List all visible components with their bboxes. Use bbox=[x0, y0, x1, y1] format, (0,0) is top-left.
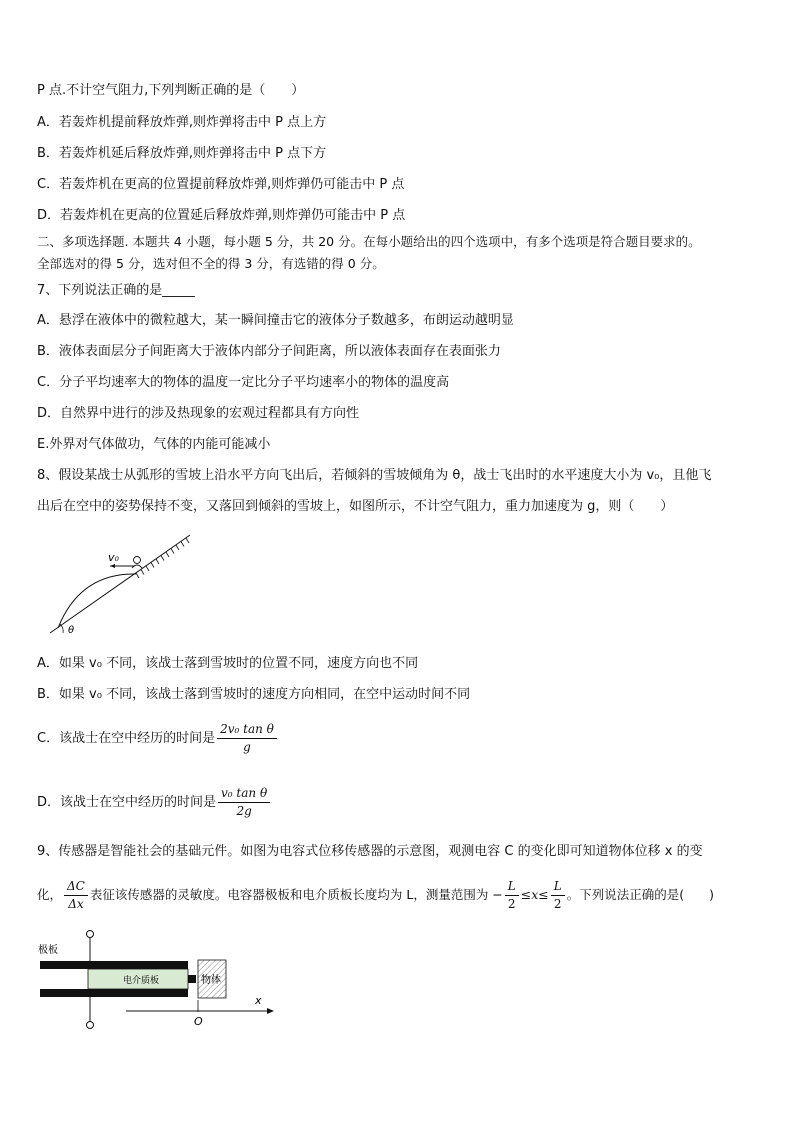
option-text: 如果 v₀ 不同，该战士落到雪坡时的位置不同，速度方向也不同 bbox=[58, 656, 419, 671]
section-heading-line2: 全部选对的得 5 分，选对但不全的得 3 分，有选错的得 0 分。 bbox=[37, 256, 385, 271]
option-text: 若轰炸机延后释放炸弹,则炸弹将击中 P 点下方 bbox=[58, 146, 327, 161]
ski-jump-figure bbox=[40, 533, 200, 638]
q6-option-c bbox=[37, 177, 404, 193]
range-inequality: ≤x≤ bbox=[520, 887, 549, 902]
sensitivity-fraction bbox=[64, 879, 88, 912]
connector-rod bbox=[188, 975, 196, 983]
dielectric-label: 电介质板 bbox=[123, 976, 160, 986]
q8-option-c bbox=[37, 722, 279, 756]
q8-option-d bbox=[37, 786, 272, 820]
option-text: 分子平均速率大的物体的温度一定比分子平均速率小的物体的温度高 bbox=[59, 375, 450, 390]
q8-stem-line2: 出后在空中的姿势保持不变，又落回到倾斜的雪坡上，如图所示，不计空气阻力，重力加速度为 g，则（ ） bbox=[37, 499, 674, 514]
q7-option-c bbox=[37, 375, 449, 391]
fraction-numerator: ΔC bbox=[64, 879, 88, 896]
option-text: 该战士在空中经历的时间是 bbox=[60, 795, 217, 810]
q6-option-a bbox=[37, 115, 326, 131]
stem-text: 。下列说法正确的是( ) bbox=[566, 887, 714, 902]
q7-option-b bbox=[37, 344, 501, 360]
option-text: 如果 v₀ 不同，该战士落到雪坡时的速度方向相同，在空中运动时间不同 bbox=[58, 687, 471, 702]
time-fraction bbox=[217, 722, 277, 755]
stem-text: 表征该传感器的灵敏度。电容器极板和电介质板长度均为 L，测量范围为 − bbox=[89, 887, 503, 902]
slope-hatching bbox=[136, 538, 189, 578]
q7-option-a bbox=[37, 313, 514, 329]
bottom-terminal-icon bbox=[87, 1022, 94, 1029]
plate-label: 极板 bbox=[38, 945, 58, 956]
fraction-denominator: 2g bbox=[236, 804, 252, 818]
option-text: 若轰炸机在更高的位置提前释放炸弹,则炸弹仍可能击中 P 点 bbox=[59, 177, 405, 192]
origin-label: O bbox=[194, 1015, 203, 1028]
option-label: C． bbox=[37, 177, 60, 192]
stem-text: 化， bbox=[37, 887, 63, 902]
option-label: A． bbox=[37, 115, 59, 130]
q6-option-b bbox=[37, 146, 326, 162]
angle-label: θ bbox=[68, 625, 75, 636]
option-label: D． bbox=[37, 406, 61, 421]
trajectory-curve bbox=[58, 574, 136, 628]
fraction-denominator: 2 bbox=[507, 897, 516, 911]
capacitor-sensor-figure bbox=[38, 928, 283, 1058]
q8-option-b bbox=[37, 687, 470, 703]
q9-stem-line1: 9、传感器是智能社会的基础元件。如图为电容式位移传感器的示意图，观测电容 C 的变化即可知道物体位移 x 的变 bbox=[37, 844, 703, 859]
q6-intro: P 点.不计空气阻力,下列判断正确的是（ ） bbox=[37, 83, 305, 98]
fraction-numerator: L bbox=[505, 879, 519, 896]
fraction-denominator: g bbox=[243, 740, 251, 754]
skier-body-icon bbox=[132, 565, 142, 568]
x-axis-label: x bbox=[255, 994, 262, 1007]
option-label: E. bbox=[37, 437, 50, 452]
arrow-head-icon bbox=[110, 564, 115, 568]
fraction-numerator: L bbox=[551, 879, 565, 896]
q6-option-d bbox=[37, 208, 405, 224]
option-label: C． bbox=[37, 731, 60, 746]
q7-stem: 7、下列说法正确的是_____ bbox=[37, 283, 195, 298]
snow-slope-line bbox=[50, 535, 190, 633]
q8-option-a bbox=[37, 656, 418, 672]
option-label: B． bbox=[37, 146, 59, 161]
q7-option-d bbox=[37, 406, 359, 422]
range-upper-fraction bbox=[551, 879, 565, 912]
fraction-numerator: v₀ tan θ bbox=[218, 786, 270, 803]
time-fraction bbox=[218, 786, 270, 819]
q9-stem-line2 bbox=[37, 877, 714, 913]
option-label: A． bbox=[37, 313, 59, 328]
option-text: 外界对气体做功，气体的内能可能减小 bbox=[49, 437, 271, 452]
q7-option-e bbox=[37, 437, 270, 453]
fraction-numerator: 2v₀ tan θ bbox=[217, 722, 277, 739]
object-label: 物体 bbox=[201, 975, 221, 986]
q8-stem-line1: 8、假设某战士从弧形的雪坡上沿水平方向飞出后，若倾斜的雪坡倾角为 θ，战士飞出时的水平速度大小为 v₀，且他飞 bbox=[37, 468, 712, 483]
option-label: C． bbox=[37, 375, 60, 390]
option-label: D． bbox=[37, 208, 61, 223]
option-label: B． bbox=[37, 687, 59, 702]
option-text: 悬浮在液体中的微粒越大，某一瞬间撞击它的液体分子数越多，布朗运动越明显 bbox=[58, 313, 514, 328]
option-text: 该战士在空中经历的时间是 bbox=[59, 731, 216, 746]
bottom-plate bbox=[40, 989, 188, 997]
fraction-denominator: Δx bbox=[68, 897, 84, 911]
skier-icon bbox=[134, 557, 141, 564]
option-text: 自然界中进行的涉及热现象的宏观过程都具有方向性 bbox=[60, 406, 360, 421]
section-heading-line1: 二、多项选择题. 本题共 4 小题，每小题 5 分，共 20 分。在每小题给出的四个选项中，有多个选项是符合题目要求的。 bbox=[37, 234, 701, 249]
option-text: 若轰炸机提前释放炸弹,则炸弹将击中 P 点上方 bbox=[58, 115, 327, 130]
top-terminal-icon bbox=[87, 931, 94, 938]
option-text: 液体表面层分子间距离大于液体内部分子间距离，所以液体表面存在表面张力 bbox=[58, 344, 501, 359]
option-label: D． bbox=[37, 795, 61, 810]
fraction-denominator: 2 bbox=[553, 897, 562, 911]
velocity-label: v₀ bbox=[108, 551, 119, 564]
top-plate bbox=[40, 961, 188, 969]
option-label: B． bbox=[37, 344, 59, 359]
range-lower-fraction bbox=[505, 879, 519, 912]
x-axis-arrow-icon bbox=[267, 1008, 274, 1014]
option-label: A． bbox=[37, 656, 59, 671]
option-text: 若轰炸机在更高的位置延后释放炸弹,则炸弹仍可能击中 P 点 bbox=[60, 208, 406, 223]
